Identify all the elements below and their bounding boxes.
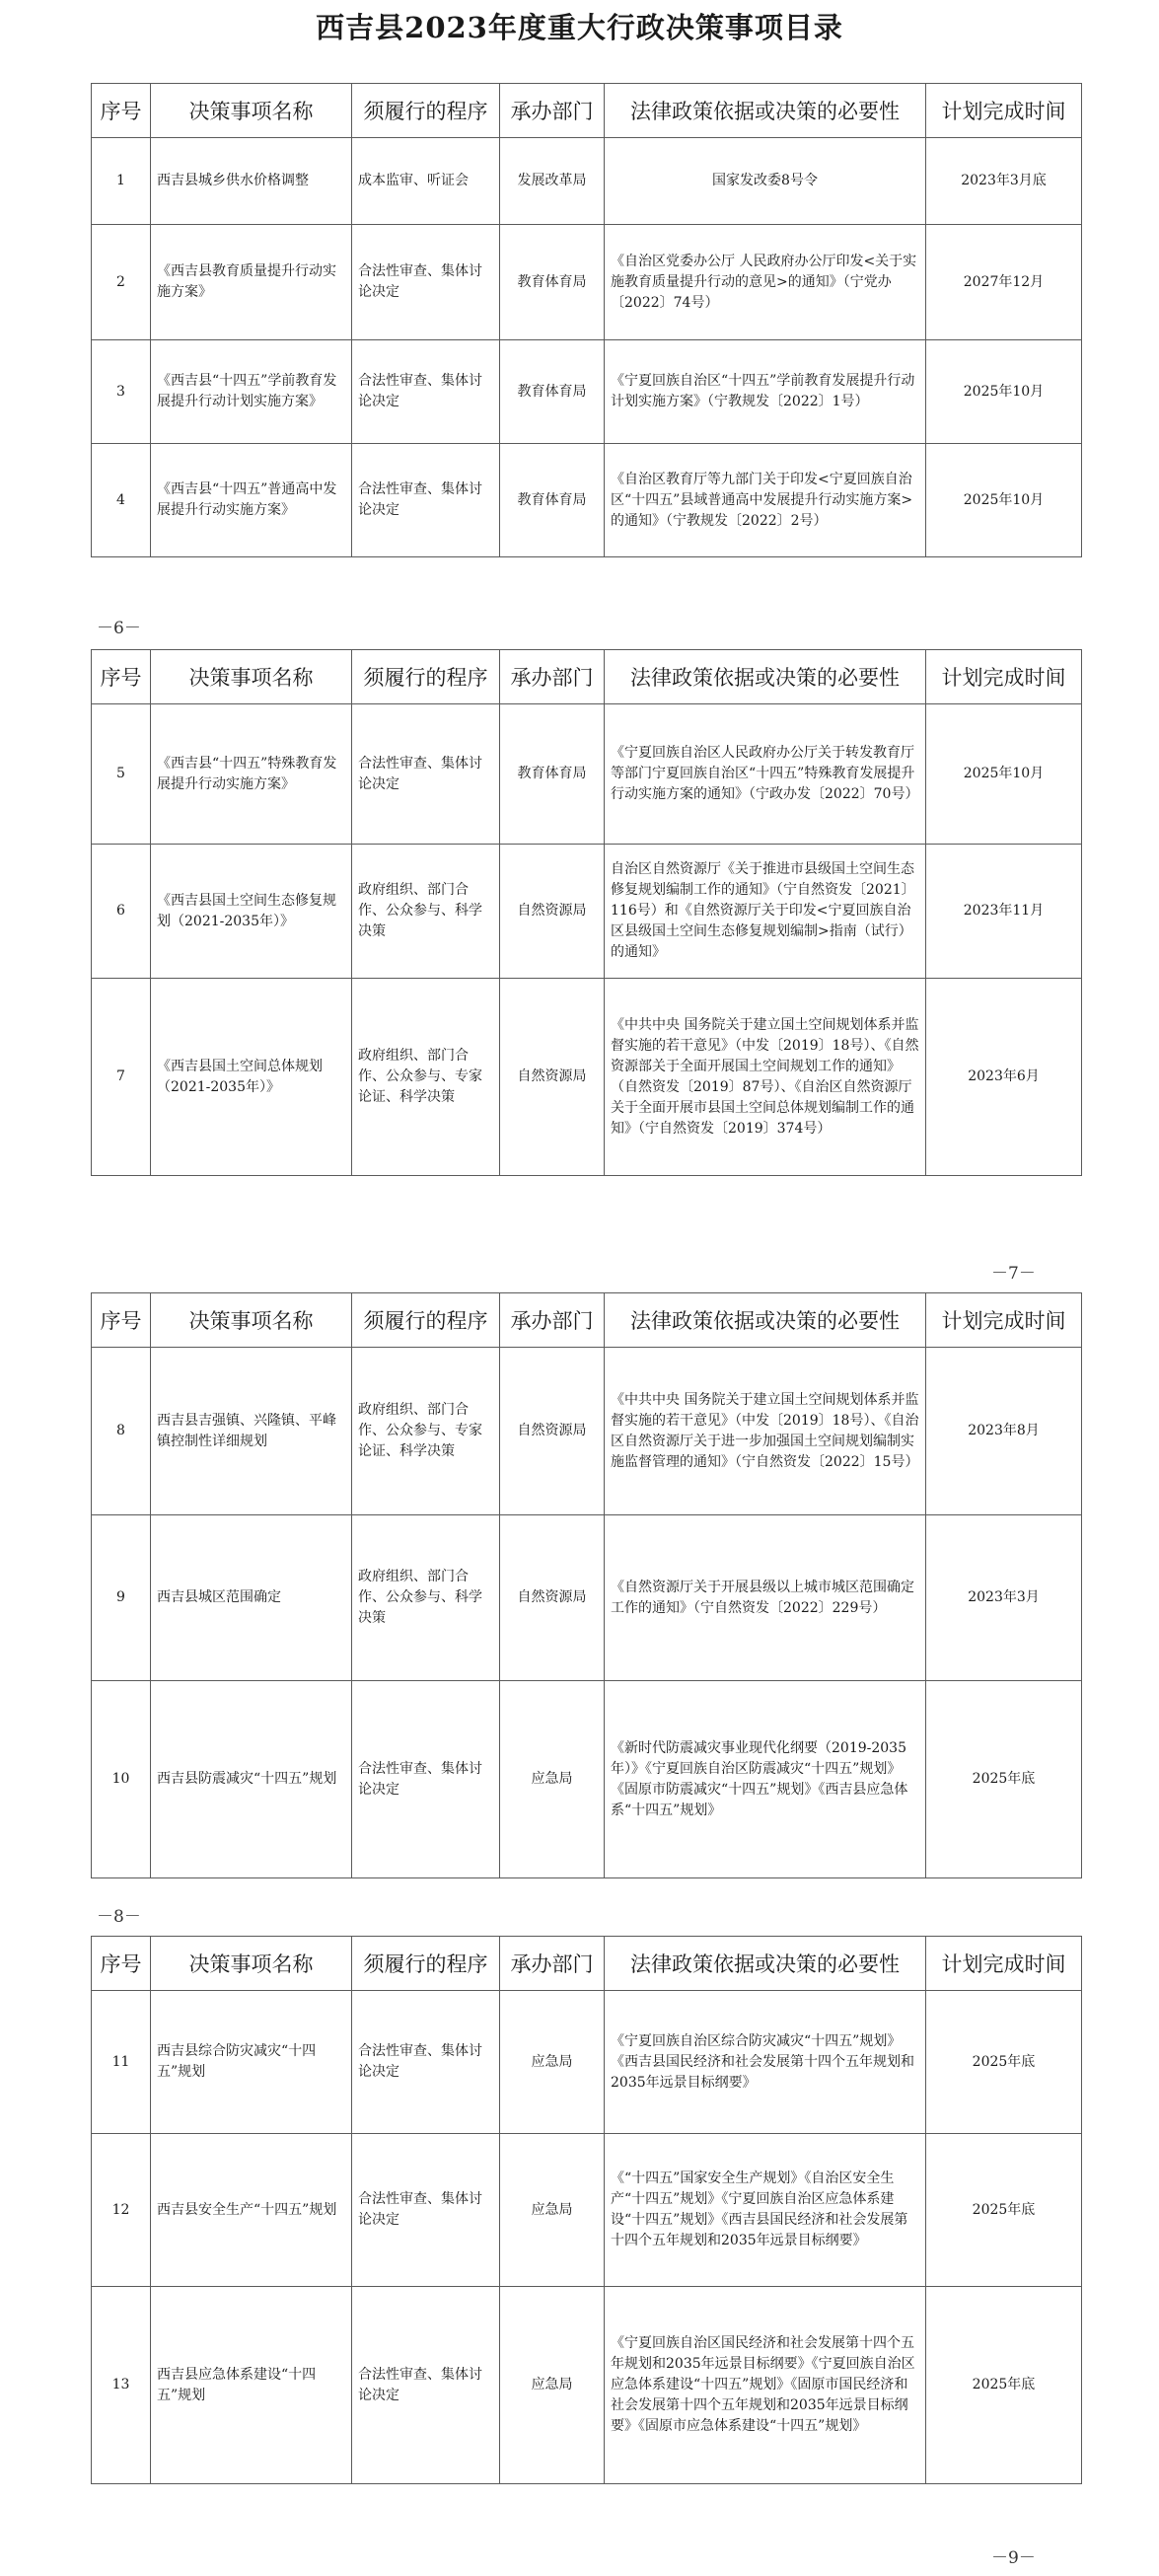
table-header-row — [92, 84, 1082, 138]
table-header-row — [92, 1293, 1082, 1348]
row-department: 教育体育局 — [500, 704, 605, 845]
row-time: 2025年底 — [926, 1681, 1082, 1878]
header-name: 决策事项名称 — [151, 1937, 352, 1991]
row-basis: 《宁夏回族自治区人民政府办公厅关于转发教育厅等部门宁夏回族自治区“十四五”特殊教育发展提升行动实施方案的通知》（宁政办发〔2022〕70号） — [605, 704, 926, 845]
row-time: 2025年10月 — [926, 444, 1082, 557]
header-time: 计划完成时间 — [926, 84, 1082, 138]
row-department: 自然资源局 — [500, 845, 605, 979]
row-index: 13 — [92, 2287, 151, 2484]
row-department: 自然资源局 — [500, 1348, 605, 1515]
row-procedure: 合法性审查、集体讨论决定 — [352, 1681, 500, 1878]
header-index: 序号 — [92, 1293, 151, 1348]
decision-table-page-2 — [91, 649, 1082, 1176]
row-department: 教育体育局 — [500, 444, 605, 557]
page-number: －6－ — [97, 619, 141, 638]
row-name: 《西吉县“十四五”普通高中发展提升行动实施方案》 — [151, 444, 352, 557]
page-number: －8－ — [97, 1907, 141, 1927]
table-row — [92, 1991, 1082, 2134]
header-procedure: 须履行的程序 — [352, 1937, 500, 1991]
row-name: 西吉县城乡供水价格调整 — [151, 138, 352, 225]
row-department: 应急局 — [500, 2287, 605, 2484]
row-index: 2 — [92, 225, 151, 340]
row-procedure: 合法性审查、集体讨论决定 — [352, 704, 500, 845]
table-row — [92, 1515, 1082, 1681]
header-basis: 法律政策依据或决策的必要性 — [605, 650, 926, 704]
row-index: 1 — [92, 138, 151, 225]
page-number: －9－ — [991, 2548, 1036, 2568]
table-row — [92, 1681, 1082, 1878]
row-name: 《西吉县“十四五”特殊教育发展提升行动实施方案》 — [151, 704, 352, 845]
row-name: 《西吉县国土空间总体规划（2021-2035年）》 — [151, 979, 352, 1176]
row-procedure: 政府组织、部门合作、公众参与、科学决策 — [352, 1515, 500, 1681]
table-row — [92, 225, 1082, 340]
table-row — [92, 444, 1082, 557]
row-basis: 《中共中央 国务院关于建立国土空间规划体系并监督实施的若干意见》（中发〔2019〕18号）、《自治区自然资源厅关于进一步加强国土空间规划编制实施监督管理的通知》（宁自然资发〔2022〕15号） — [605, 1348, 926, 1515]
row-index: 3 — [92, 340, 151, 444]
row-name: 西吉县防震减灾“十四五”规划 — [151, 1681, 352, 1878]
row-time: 2023年3月 — [926, 1515, 1082, 1681]
header-procedure: 须履行的程序 — [352, 650, 500, 704]
row-time: 2025年底 — [926, 2134, 1082, 2287]
row-name: 西吉县吉强镇、兴隆镇、平峰镇控制性详细规划 — [151, 1348, 352, 1515]
row-index: 6 — [92, 845, 151, 979]
header-department: 承办部门 — [500, 650, 605, 704]
row-department: 教育体育局 — [500, 225, 605, 340]
row-procedure: 政府组织、部门合作、公众参与、专家论证、科学决策 — [352, 1348, 500, 1515]
row-time: 2025年10月 — [926, 704, 1082, 845]
row-time: 2023年8月 — [926, 1348, 1082, 1515]
row-name: 西吉县应急体系建设“十四五”规划 — [151, 2287, 352, 2484]
row-time: 2025年10月 — [926, 340, 1082, 444]
row-procedure: 合法性审查、集体讨论决定 — [352, 340, 500, 444]
row-index: 8 — [92, 1348, 151, 1515]
table-header-row — [92, 1937, 1082, 1991]
header-procedure: 须履行的程序 — [352, 84, 500, 138]
page-number: －7－ — [991, 1264, 1036, 1284]
header-name: 决策事项名称 — [151, 650, 352, 704]
table-row — [92, 138, 1082, 225]
row-procedure: 合法性审查、集体讨论决定 — [352, 2287, 500, 2484]
table-row — [92, 845, 1082, 979]
row-name: 《西吉县国土空间生态修复规划（2021-2035年）》 — [151, 845, 352, 979]
table-row — [92, 1348, 1082, 1515]
row-basis: 《新时代防震减灾事业现代化纲要（2019-2035年）》《宁夏回族自治区防震减灾“十四五”规划》《固原市防震减灾“十四五”规划》《西吉县应急体系“十四五”规划》 — [605, 1681, 926, 1878]
row-index: 5 — [92, 704, 151, 845]
row-department: 应急局 — [500, 1681, 605, 1878]
row-time: 2023年11月 — [926, 845, 1082, 979]
row-basis: 《自治区教育厅等九部门关于印发<宁夏回族自治区“十四五”县域普通高中发展提升行动实施方案>的通知》（宁教规发〔2022〕2号） — [605, 444, 926, 557]
row-time: 2025年底 — [926, 2287, 1082, 2484]
row-basis: 《“十四五”国家安全生产规划》《自治区安全生产“十四五”规划》《宁夏回族自治区应急体系建设“十四五”规划》《西吉县国民经济和社会发展第十四个五年规划和2035年远景目标纲要》 — [605, 2134, 926, 2287]
row-department: 应急局 — [500, 2134, 605, 2287]
table-row — [92, 2287, 1082, 2484]
row-index: 9 — [92, 1515, 151, 1681]
row-time: 2025年底 — [926, 1991, 1082, 2134]
header-time: 计划完成时间 — [926, 1937, 1082, 1991]
row-procedure: 合法性审查、集体讨论决定 — [352, 1991, 500, 2134]
header-basis: 法律政策依据或决策的必要性 — [605, 84, 926, 138]
row-index: 4 — [92, 444, 151, 557]
row-procedure: 合法性审查、集体讨论决定 — [352, 2134, 500, 2287]
decision-table-page-1 — [91, 83, 1082, 557]
row-index: 12 — [92, 2134, 151, 2287]
row-department: 自然资源局 — [500, 979, 605, 1176]
row-procedure: 政府组织、部门合作、公众参与、专家论证、科学决策 — [352, 979, 500, 1176]
table-row — [92, 979, 1082, 1176]
row-time: 2027年12月 — [926, 225, 1082, 340]
row-time: 2023年3月底 — [926, 138, 1082, 225]
decision-table-page-3 — [91, 1292, 1082, 1878]
row-basis: 《自然资源厅关于开展县级以上城市城区范围确定工作的通知》（宁自然资发〔2022〕229号） — [605, 1515, 926, 1681]
document-title: 西吉县2023年度重大行政决策事项目录 — [316, 11, 843, 44]
row-name: 西吉县城区范围确定 — [151, 1515, 352, 1681]
row-basis: 自治区自然资源厅《关于推进市县级国土空间生态修复规划编制工作的通知》（宁自然资发〔2021〕116号）和《自然资源厅关于印发<宁夏回族自治区县级国土空间生态修复规划编制>指南（试行）的通知》 — [605, 845, 926, 979]
row-name: 《西吉县“十四五”学前教育发展提升行动计划实施方案》 — [151, 340, 352, 444]
header-time: 计划完成时间 — [926, 650, 1082, 704]
header-name: 决策事项名称 — [151, 1293, 352, 1348]
header-time: 计划完成时间 — [926, 1293, 1082, 1348]
row-procedure: 成本监审、听证会 — [352, 138, 500, 225]
row-procedure: 政府组织、部门合作、公众参与、科学决策 — [352, 845, 500, 979]
table-row — [92, 340, 1082, 444]
row-name: 西吉县综合防灾减灾“十四五”规划 — [151, 1991, 352, 2134]
header-index: 序号 — [92, 84, 151, 138]
header-department: 承办部门 — [500, 1937, 605, 1991]
row-department: 教育体育局 — [500, 340, 605, 444]
row-name: 西吉县安全生产“十四五”规划 — [151, 2134, 352, 2287]
row-basis: 国家发改委8号令 — [605, 138, 926, 225]
row-basis: 《宁夏回族自治区“十四五”学前教育发展提升行动计划实施方案》（宁教规发〔2022〕1号） — [605, 340, 926, 444]
row-index: 10 — [92, 1681, 151, 1878]
row-name: 《西吉县教育质量提升行动实施方案》 — [151, 225, 352, 340]
row-basis: 《宁夏回族自治区国民经济和社会发展第十四个五年规划和2035年远景目标纲要》《宁夏回族自治区应急体系建设“十四五”规划》《固原市国民经济和社会发展第十四个五年规划和2035年远景目标纲要》《固原市应急体系建设“十四五”规划》 — [605, 2287, 926, 2484]
row-basis: 《中共中央 国务院关于建立国土空间规划体系并监督实施的若干意见》（中发〔2019〕18号）、《自然资源部关于全面开展国土空间规划工作的通知》（自然资发〔2019〕87号）、《自治区自然资源厅关于全面开展市县国土空间总体规划编制工作的通知》（宁自然资发〔2019〕374号） — [605, 979, 926, 1176]
table-row — [92, 704, 1082, 845]
header-department: 承办部门 — [500, 84, 605, 138]
header-index: 序号 — [92, 650, 151, 704]
row-index: 7 — [92, 979, 151, 1176]
header-department: 承办部门 — [500, 1293, 605, 1348]
decision-table-page-4 — [91, 1936, 1082, 2484]
row-department: 应急局 — [500, 1991, 605, 2134]
header-basis: 法律政策依据或决策的必要性 — [605, 1937, 926, 1991]
row-basis: 《自治区党委办公厅 人民政府办公厅印发<关于实施教育质量提升行动的意见>的通知》（宁党办〔2022〕74号） — [605, 225, 926, 340]
header-name: 决策事项名称 — [151, 84, 352, 138]
header-procedure: 须履行的程序 — [352, 1293, 500, 1348]
header-basis: 法律政策依据或决策的必要性 — [605, 1293, 926, 1348]
row-department: 发展改革局 — [500, 138, 605, 225]
header-index: 序号 — [92, 1937, 151, 1991]
row-department: 自然资源局 — [500, 1515, 605, 1681]
row-basis: 《宁夏回族自治区综合防灾减灾“十四五”规划》《西吉县国民经济和社会发展第十四个五年规划和2035年远景目标纲要》 — [605, 1991, 926, 2134]
row-index: 11 — [92, 1991, 151, 2134]
row-procedure: 合法性审查、集体讨论决定 — [352, 225, 500, 340]
table-header-row — [92, 650, 1082, 704]
row-time: 2023年6月 — [926, 979, 1082, 1176]
row-procedure: 合法性审查、集体讨论决定 — [352, 444, 500, 557]
table-row — [92, 2134, 1082, 2287]
